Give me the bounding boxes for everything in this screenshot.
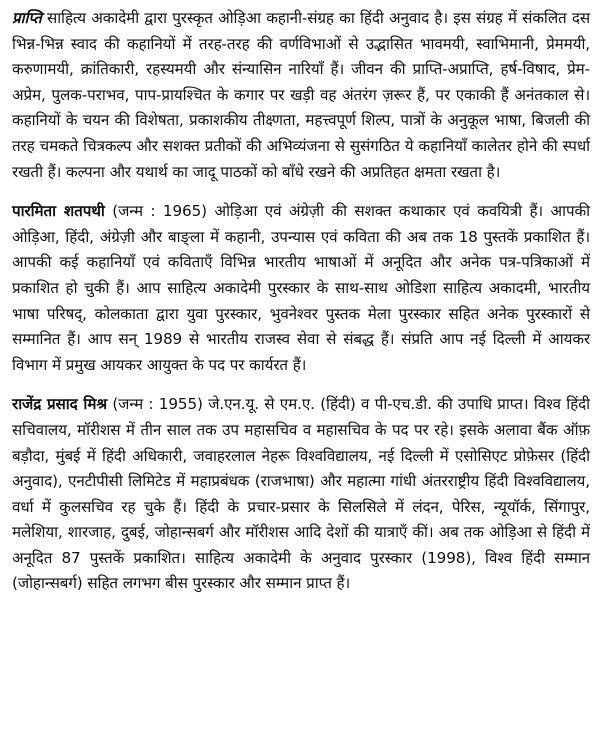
translator-name-lead: राजेंद्र प्रसाद मिश्र [12,395,107,414]
translator-bio-block [12,392,590,597]
author-name-lead: पारमिता शतपथी [12,202,105,221]
book-description-paragraph [12,6,590,185]
translator-bio-text: (जन्म : 1955) जे.एन.यू. से एम.ए. (हिंदी) व पी-एच.डी. की उपाधि प्राप्त। विश्व हिंदी सचिवालय, मॉरीशस में तीन साल तक उप महासचिव व महासचिव के पद पर रहे। इसके अलावा बैंक ऑफ़ बड़ौदा, मुंबई में हिंदी अधिकारी, जवाहरलाल नेहरू विश्वविद्यालय, नई दिल्ली में एसोसिएट प्रोफ़ेसर (हिंदी अनुवाद), एनटीपीसी लिमिटेड में महाप्रबंधक (राजभाषा) और महात्मा गांधी अंतरराष्ट्रीय हिंदी विश्वविद्यालय, वर्धा में कुलसचिव रह चुके हैं। हिंदी के प्रचार-प्रसार के सिलसिले में लंदन, पेरिस, न्यूयॉर्क, सिंगापुर, मलेशिया, शारजाह, दुबई, जोहान्सबर्ग और मॉरीशस आदि देशों की यात्राएँ कीं। अब तक ओड़िआ से हिंदी में अनूदित 87 पुस्तकें प्रकाशित। साहित्य अकादेमी के अनुवाद पुरस्कार (1998), विश्व हिंदी सम्मान (जोहान्सबर्ग) सहित लगभग बीस पुरस्कार और सम्मान प्राप्त हैं। [12,395,590,593]
author-bio-block [12,199,590,378]
book-description-block [12,6,590,185]
book-description-text: साहित्य अकादेमी द्वारा पुरस्कृत ओड़िआ कहानी-संग्रह का हिंदी अनुवाद है। इस संग्रह में संकलित दस भिन्न-भिन्न स्वाद की कहानियों में तरह-तरह की वर्णविभाओं से उद्भासित भावमयी, स्वाभिमानी, प्रेममयी, करुणामयी, क्रांतिकारी, रहस्यमयी और संन्यासिन नारियाँ हैं। जीवन की प्राप्ति-अप्राप्ति, हर्ष-विषाद, प्रेम-अप्रेम, पुलक-पराभव, पाप-प्रायश्चित के कगार पर खड़ी वह अंतरंग ज़रूर हैं, पर एकाकी हैं अनंतकाल से। कहानियों के चयन की विशेषता, प्रकाशकीय तीक्ष्णता, महत्त्वपूर्ण शिल्प, पात्रों के अनुकूल भाषा, बिजली की तरह चमकते चित्रकल्प और सशक्त प्रतीकों की अभिव्यंजना से सुसंगठित ये कहानियाँ कालेतर होने की स्पर्धा रखती हैं। कल्पना और यथार्थ का जादू पाठकों को बाँधे रखने की अप्रतिहत क्षमता रखता है। [12,9,590,181]
book-title-lead: प्राप्ति [12,9,42,27]
author-bio-text: (जन्म : 1965) ओड़िआ एवं अंग्रेज़ी की सशक्त कथाकार एवं कवयित्री हैं। आपकी ओड़िआ, हिंदी, अंग्रेज़ी और बाङ्ला में कहानी, उपन्यास एवं कविता की अब तक 18 पुस्तकें प्रकाशित हैं। आपकी कई कहानियाँ एवं कविताएँ विभिन्न भारतीय भाषाओं में अनूदित और अनेक पत्र-पत्रिकाओं में प्रकाशित हो चुकी हैं। आप साहित्य अकादेमी पुरस्कार के साथ-साथ ओडिशा साहित्य अकादमी, भारतीय भाषा परिषद्, कोलकाता द्वारा युवा पुरस्कार, भुवनेश्वर पुस्तक मेला पुरस्कार सहित अनेक पुरस्कारों से सम्मानित हैं। आप सन् 1989 से भारतीय राजस्व सेवा से संबद्ध हैं। संप्रति आप नई दिल्ली में आयकर विभाग में प्रमुख आयकर आयुक्त के पद पर कार्यरत हैं। [12,202,590,374]
translator-bio-paragraph [12,392,590,597]
author-bio-paragraph [12,199,590,378]
